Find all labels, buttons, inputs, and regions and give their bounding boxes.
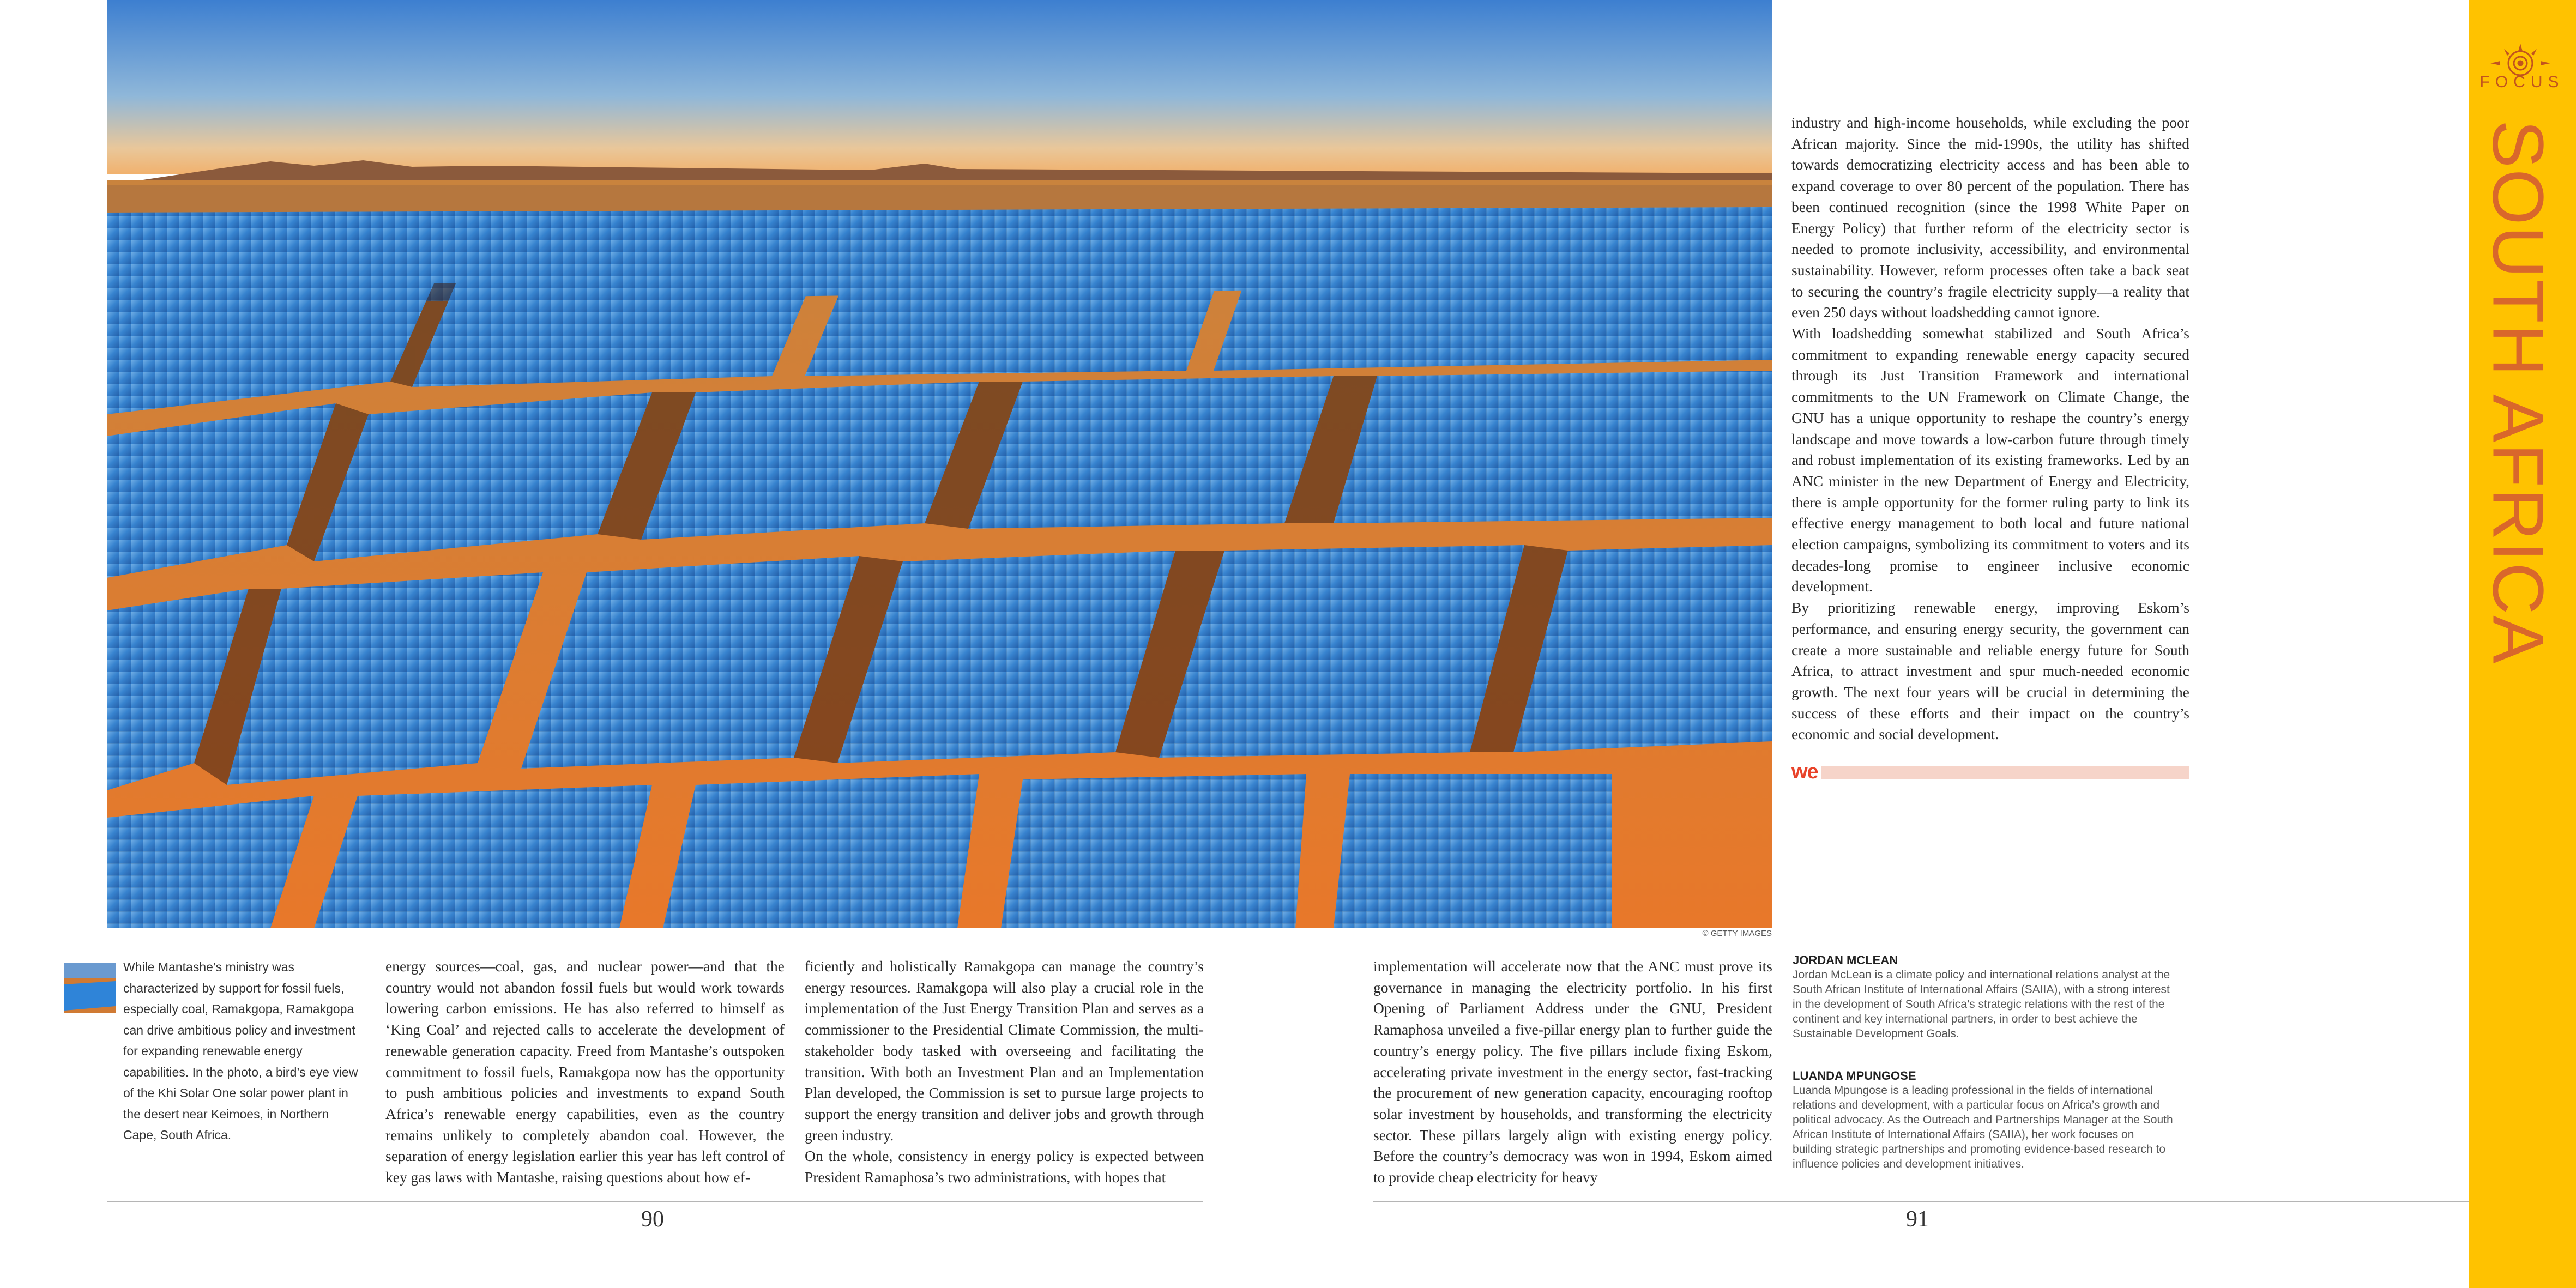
focus-label: FOCUS <box>2480 73 2565 91</box>
page-number-left: 90 <box>641 1207 664 1232</box>
caption-thumbnail <box>64 963 116 1013</box>
page-number-right: 91 <box>1906 1207 1929 1232</box>
article-column-3 <box>1373 956 1772 1188</box>
author-description: Luanda Mpungose is a leading professional in the fields of international relations and development, with a particular focus on Africa’s growth and political advocacy. As the Outreach and Partnerships Manager at the South African Institute of International Affairs (SAIIA), her work focuses on building strategic partnerships and promoting evidence-based research to influence policies and development initiatives. <box>1793 1084 2173 1170</box>
article-end-mark <box>1791 760 2189 783</box>
paragraph: implementation will accelerate now that the ANC must prove its governance in managing the electricity portfolio. In his first Opening of Parliament Address under the GNU, President Ramaphosa unveiled a five-pillar energy plan to further guide the country’s energy policy. The five pillars include fixing Eskom, accelerating private investment in the energy sector, fast-tracking the procurement of new generation capacity, encouraging rooftop solar investment by households, and transforming the electricity sector. These pillars largely align with existing energy policy. Before the country’s democracy was won in 1994, Eskom aimed to provide cheap electricity for heavy <box>1373 958 1772 1186</box>
footer-rule-left <box>107 1201 1203 1202</box>
paragraph: With loadshedding somewhat stabilized and South Africa’s commitment to expanding renewable energy capacity secured through its Just Transition Framework and international commitments to the UN Framework on Climate Change, the GNU has a unique opportunity to reshape the country’s energy landscape and move towards a low-carbon future through timely and robust implementation of its existing frameworks. Led by an ANC minister in the new Department of Energy and Electricity, there is ample opportunity for the former ruling party to link its effective energy management to both local and future national election campaigns, symbolizing its commitment to voters and its decades-long promise to engineer inclusive economic development. <box>1791 325 2189 595</box>
author-bio-1 <box>1793 953 2174 1041</box>
solar-plant-photo <box>107 0 1772 928</box>
paragraph: ficiently and holistically Ramakgopa can manage the country’s energy resources. Ramakgopa will also play a crucial role in the implementation of the Just Energy Transition Plan and serves as a commissioner to the Presidential Climate Commission, the multi-stakeholder body tasked with overseeing and facilitating the transition. With both an Investment Plan and an Implementation Plan developed, the Commission is set to pursue large projects to support the energy transition and deliver jobs and growth through green industry. <box>805 958 1204 1144</box>
author-name: JORDAN MCLEAN <box>1793 953 1898 967</box>
section-title-text: SOUTH AFRICA <box>2478 120 2559 665</box>
footer-rule-right <box>1373 1201 2469 1202</box>
article-column-4 <box>1791 112 2189 745</box>
photo-caption: While Mantashe’s ministry was characterized by support for fossil fuels, especially coal, Ramakgopa, Ramakgopa can drive ambitious policy and investment for expanding renewable energy capabilities. In the photo, a bird’s eye view of the Khi Solar One solar power plant in the desert near Keimoes, in Northern Cape, South Africa. <box>123 960 358 1142</box>
author-description: Jordan McLean is a climate policy and international relations analyst at the South African Institute of International Affairs (SAIIA), with a strong interest in the development of South Africa’s strategic relations with the rest of the continent and key international partners, in order to best achieve the Sustainable Development Goals. <box>1793 969 2170 1040</box>
end-mark-logo: we <box>1791 761 1821 783</box>
paragraph: energy sources—coal, gas, and nuclear power—and that the country would not abandon fossil fuels but would work towards lowering carbon emissions. He has also referred to himself as ‘King Coal’ and rejected calls to accelerate the development of renewable generation capacity. Freed from Mantashe’s outspoken commitment to fossil fuels, Ramakgopa now has the opportunity to push ambitious policies and investments to expand South Africa’s renewable energy capabilities, even as the country remains unlikely to completely abandon coal. However, the separation of energy legislation earlier this year has left control of key gas laws with Mantashe, raising questions about how ef- <box>385 958 785 1186</box>
compass-icon <box>2480 22 2561 76</box>
paragraph: industry and high-income households, while excluding the poor African majority. Since the mid-1990s, the utility has shifted towards democratizing electricity access and has been able to expand coverage to over 80 percent of the population. There has been continued recognition (since the 1998 White Paper on Energy Policy) that further reform of the electricity sector is needed to promote inclusivity, accessibility, and environmental sustainability. However, reform processes often take a back seat to securing the country’s fragile electricity supply—a reality that even 250 days without loadshedding cannot ignore. <box>1791 114 2189 321</box>
author-name: LUANDA MPUNGOSE <box>1793 1069 1916 1083</box>
author-bio-2 <box>1793 1068 2174 1171</box>
photo-credit: © GETTY IMAGES <box>1702 929 1772 938</box>
article-column-2 <box>805 956 1204 1188</box>
paragraph: By prioritizing renewable energy, improving Eskom’s performance, and ensuring energy security, the government can create a more sustainable and reliable energy future for South Africa, to attract investment and spur much-needed economic growth. The next four years will be crucial in determining the success of these efforts and their impact on the country’s economic and social development. <box>1791 599 2189 743</box>
paragraph: On the whole, consistency in energy policy is expected between President Ramaphosa’s two administrations, with hopes that <box>805 1147 1204 1186</box>
section-title <box>2478 120 2559 665</box>
article-column-1 <box>385 956 785 1188</box>
